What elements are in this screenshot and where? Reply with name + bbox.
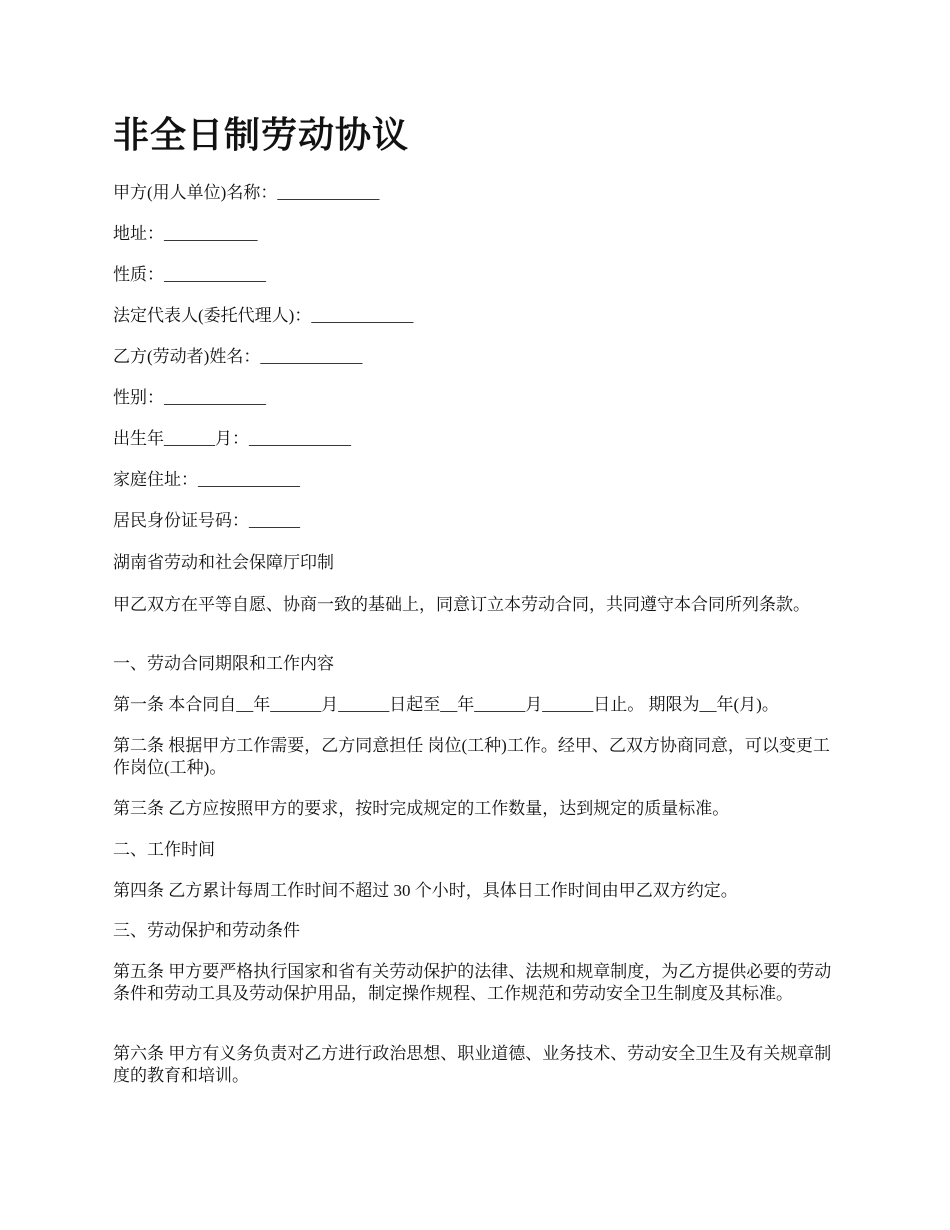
article-1: 第一条 本合同自__年______月______日起至__年______月______日止。 期限为__年(月)。 bbox=[113, 695, 779, 714]
field-address: 地址：___________ bbox=[113, 224, 258, 243]
section-heading-1: 一、劳动合同期限和工作内容 bbox=[113, 654, 334, 673]
field-birth-date: 出生年______月：____________ bbox=[113, 429, 351, 448]
article-4: 第四条 乙方累计每周工作时间不超过 30 个小时，具体日工作时间由甲乙双方约定。 bbox=[113, 881, 738, 900]
field-employer-name: 甲方(用人单位)名称：____________ bbox=[113, 183, 380, 202]
field-nature: 性质：____________ bbox=[113, 265, 266, 284]
section-heading-2: 二、工作时间 bbox=[113, 840, 215, 859]
intro-paragraph: 甲乙双方在平等自愿、协商一致的基础上，同意订立本劳动合同，共同遵守本合同所列条款。 bbox=[113, 595, 810, 614]
article-2: 第二条 根据甲方工作需要，乙方同意担任 岗位(工种)工作。经甲、乙双方协商同意，可以变更工作岗位(工种)。 bbox=[113, 736, 830, 777]
field-gender: 性别：____________ bbox=[113, 388, 266, 407]
field-legal-representative: 法定代表人(委托代理人)：____________ bbox=[113, 306, 414, 325]
section-heading-3: 三、劳动保护和劳动条件 bbox=[113, 921, 300, 940]
field-id-number: 居民身份证号码：______ bbox=[113, 511, 300, 530]
article-3: 第三条 乙方应按照甲方的要求，按时完成规定的工作数量，达到规定的质量标准。 bbox=[113, 799, 730, 818]
issuer-line: 湖南省劳动和社会保障厅印制 bbox=[113, 553, 334, 572]
article-6: 第六条 甲方有义务负责对乙方进行政治思想、职业道德、业务技术、劳动安全卫生及有关规章制度的教育和培训。 bbox=[113, 1044, 832, 1085]
article-5: 第五条 甲方要严格执行国家和省有关劳动保护的法律、法规和规章制度，为乙方提供必要的劳动条件和劳动工具及劳动保护用品，制定操作规程、工作规范和劳动安全卫生制度及其标准。 bbox=[113, 962, 832, 1003]
document-title: 非全日制劳动协议 bbox=[113, 115, 410, 156]
field-home-address: 家庭住址：____________ bbox=[113, 470, 300, 489]
field-employee-name: 乙方(劳动者)姓名：____________ bbox=[113, 347, 363, 366]
